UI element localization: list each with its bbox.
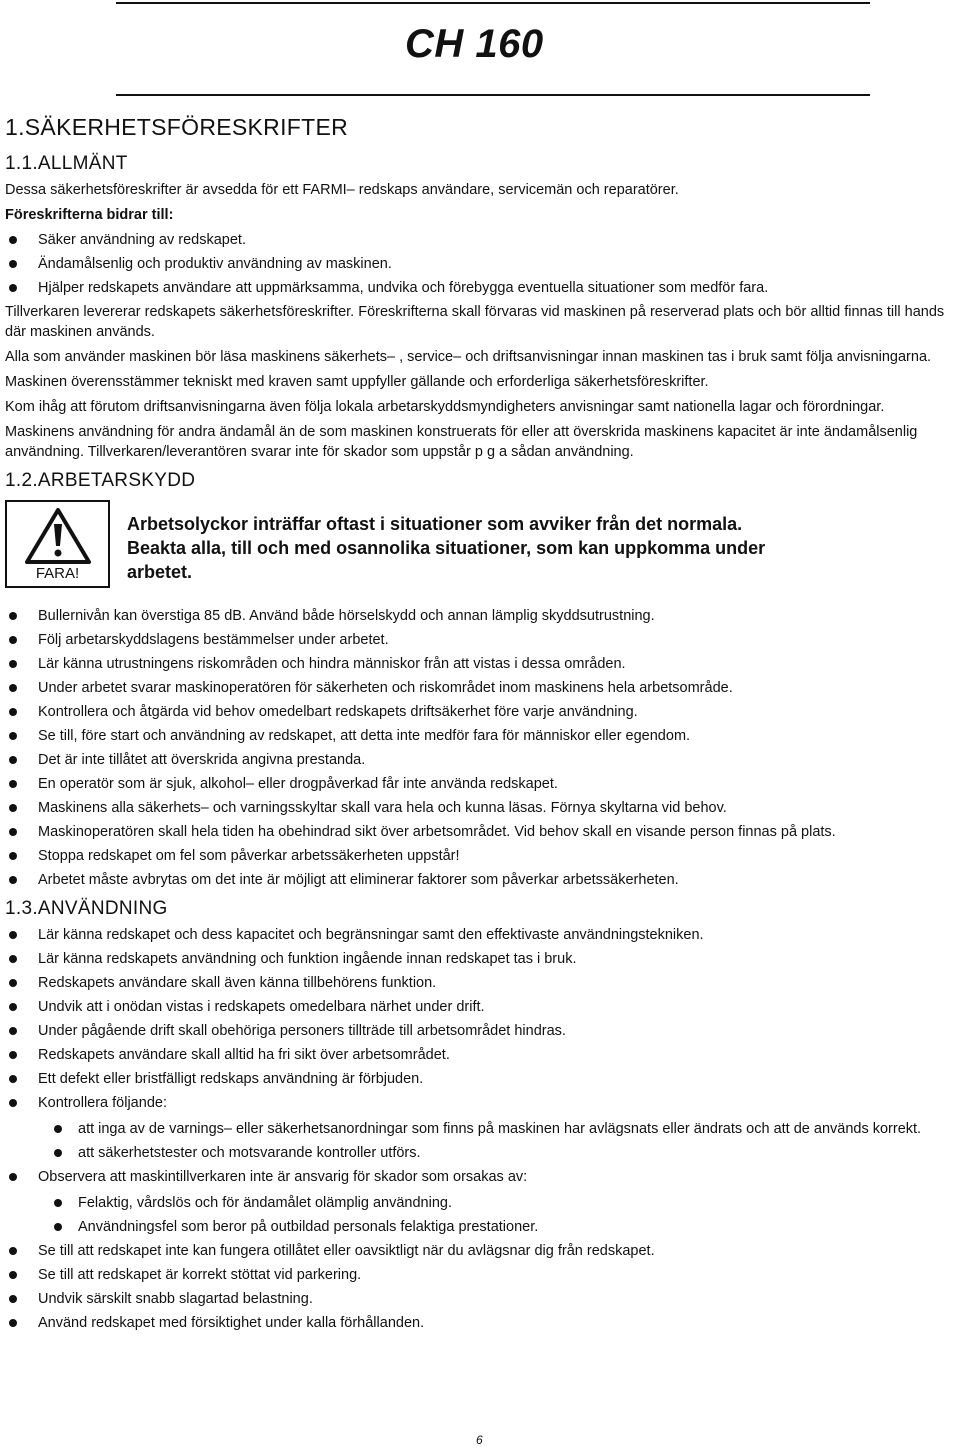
danger-text: Arbetsolyckor inträffar oftast i situationer som avviker från det normala. Beakta alla, till och med osannolika situationer, som kan uppkomma under arbetet.	[127, 514, 766, 582]
list-item: Under pågående drift skall obehöriga personers tillträde till arbetsområdet hindras.	[5, 1021, 960, 1041]
list-item: Redskapets användare skall även känna tillbehörens funktion.	[5, 973, 960, 993]
general-intro: Dessa säkerhetsföreskrifter är avsedda för ett FARMI– redskaps användare, servicemän och reparatörer.	[5, 182, 679, 198]
list-item: Lär känna redskapet och dess kapacitet och begränsningar samt den effektivaste användningstekniken.	[5, 925, 960, 945]
list-item: Redskapets användare skall alltid ha fri sikt över arbetsområdet.	[5, 1045, 960, 1065]
check-label: Kontrollera följande:	[38, 1095, 167, 1111]
warning-triangle-icon	[25, 508, 91, 564]
paragraph: Maskinens användning för andra ändamål än de som maskinen konstruerats för eller att överskrida maskinens kapacitet är inte ändamålsenlig användning. Tillverkaren/leverantören svarar inte för skador som uppstår p g a sådan användning.	[5, 424, 918, 460]
list-item: Använd redskapet med försiktighet under kalla förhållanden.	[5, 1313, 960, 1333]
danger-sign	[5, 500, 110, 588]
observe-list	[38, 1193, 960, 1237]
list-item: Undvik särskilt snabb slagartad belastning.	[5, 1289, 960, 1309]
list-item: Stoppa redskapet om fel som påverkar arbetssäkerheten uppstår!	[5, 846, 960, 866]
list-item: Undvik att i onödan vistas i redskapets omedelbara närhet under drift.	[5, 997, 960, 1017]
page-number: 6	[476, 1433, 483, 1447]
chapter-title: 1.SÄKERHETSFÖRESKRIFTER	[5, 114, 349, 140]
paragraph: Kom ihåg att förutom driftsanvisningarna även följa lokala arbetarskyddsmyndigheters anvisningar samt nationella lagar och förordningar.	[5, 399, 885, 415]
sub-list-item: Användningsfel som beror på outbildad personals felaktiga prestationer.	[38, 1217, 960, 1237]
list-item: Se till, före start och användning av redskapet, att detta inte medför fara för människor eller egendom.	[5, 726, 960, 746]
list-item	[5, 1167, 960, 1237]
list-item: Lär känna utrustningens riskområden och hindra människor från att vistas i dessa områden.	[5, 654, 960, 674]
paragraph: Alla som använder maskinen bör läsa maskinens säkerhets– , service– och driftsanvisningar innan maskinen tas i bruk samt följa anvisningarna.	[5, 349, 932, 365]
danger-label: FARA!	[35, 565, 80, 582]
sub-list-item: Felaktig, vårdslös och för ändamålet olämplig användning.	[38, 1193, 960, 1213]
paragraph: Maskinen överensstämmer tekniskt med kraven samt uppfyller gällande och erforderliga säkerhetsföreskrifter.	[5, 374, 709, 390]
list-item: Kontrollera och åtgärda vid behov omedelbart redskapets driftsäkerhet före varje användning.	[5, 702, 960, 722]
list-item: Följ arbetarskyddslagens bestämmelser under arbetet.	[5, 630, 960, 650]
list-item: Ett defekt eller bristfälligt redskaps användning är förbjuden.	[5, 1069, 960, 1089]
list-item: Under arbetet svarar maskinoperatören för säkerheten och riskområdet inom maskinens hela arbetsområde.	[5, 678, 960, 698]
list-item	[5, 1093, 960, 1163]
sub-list-item: att säkerhetstester och motsvarande kontroller utförs.	[38, 1143, 960, 1163]
header-rule-top	[116, 2, 870, 4]
paragraph: Tillverkaren levererar redskapets säkerhetsföreskrifter. Föreskrifterna skall förvaras vid maskinen på reserverad plats och bör alltid finnas till hands där maskinen används.	[5, 304, 945, 340]
list-item: Maskinoperatören skall hela tiden ha obehindrad sikt över arbetsområdet. Vid behov skall en visande person finnas på plats.	[5, 822, 960, 842]
danger-notice	[5, 500, 960, 588]
list-item: Se till att redskapet är korrekt stöttat vid parkering.	[5, 1265, 960, 1285]
purpose-list	[5, 230, 960, 298]
purpose-label: Föreskrifterna bidrar till:	[5, 207, 174, 223]
list-item: Det är inte tillåtet att överskrida angivna prestanda.	[5, 750, 960, 770]
usage-list	[5, 925, 960, 1333]
model-name: CH 160	[405, 22, 544, 66]
section-heading-usage: 1.3.ANVÄNDNING	[5, 898, 168, 919]
list-item: Ändamålsenlig och produktiv användning av maskinen.	[5, 254, 960, 274]
list-item: Lär känna redskapets användning och funktion ingående innan redskapet tas i bruk.	[5, 949, 960, 969]
work-safety-list	[5, 606, 960, 890]
list-item: Bullernivån kan överstiga 85 dB. Använd både hörselskydd och annan lämplig skyddsutrustning.	[5, 606, 960, 626]
section-heading-general: 1.1.ALLMÄNT	[5, 153, 128, 174]
list-item: Säker användning av redskapet.	[5, 230, 960, 250]
list-item: En operatör som är sjuk, alkohol– eller drogpåverkad får inte använda redskapet.	[5, 774, 960, 794]
observe-label: Observera att maskintillverkaren inte är ansvarig för skador som orsakas av:	[38, 1169, 528, 1185]
list-item: Hjälper redskapets användare att uppmärksamma, undvika och förebygga eventuella situationer som medför fara.	[5, 278, 960, 298]
page-content	[5, 108, 960, 1337]
header-rule-bottom	[116, 94, 870, 96]
list-item: Arbetet måste avbrytas om det inte är möjligt att eliminerar faktorer som påverkar arbetssäkerheten.	[5, 870, 960, 890]
list-item: Maskinens alla säkerhets– och varningsskyltar skall vara hela och kunna läsas. Förnya skyltarna vid behov.	[5, 798, 960, 818]
section-heading-work-safety: 1.2.ARBETARSKYDD	[5, 470, 196, 491]
list-item: Se till att redskapet inte kan fungera otillåtet eller oavsiktligt när du avlägsnar dig från redskapet.	[5, 1241, 960, 1261]
sub-list-item: att inga av de varnings– eller säkerhetsanordningar som finns på maskinen har avlägsnats eller ändrats och att de används korrekt.	[38, 1119, 960, 1139]
check-list	[38, 1119, 960, 1163]
